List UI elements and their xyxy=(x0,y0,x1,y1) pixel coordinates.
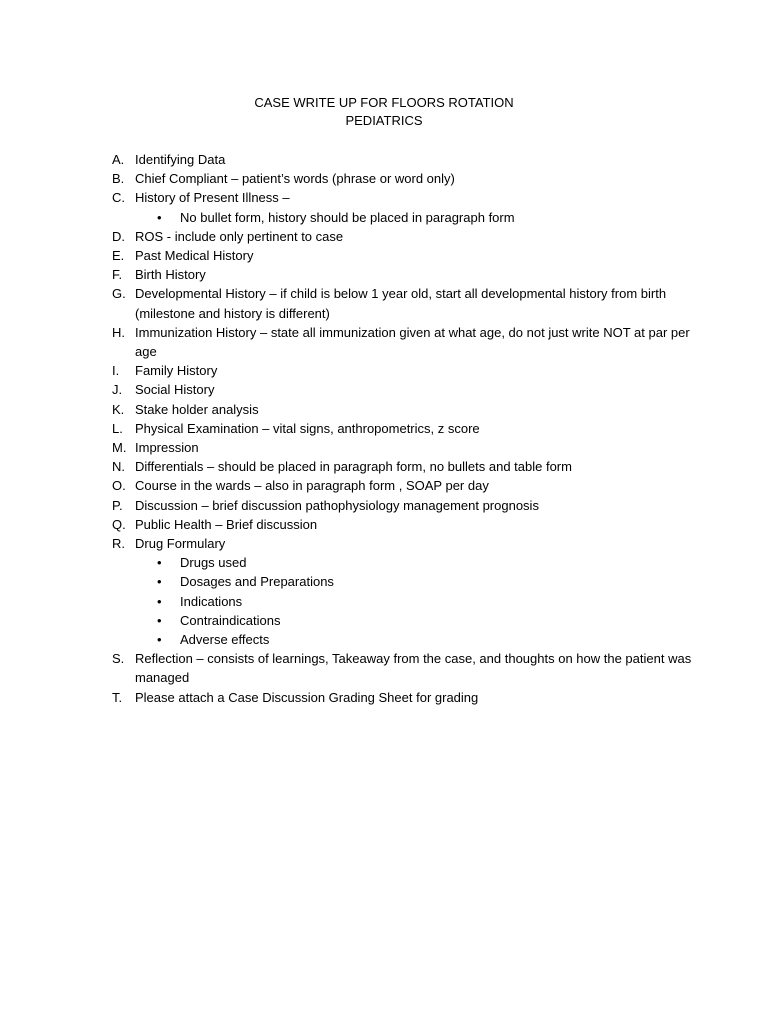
bullet-text: Drugs used xyxy=(180,555,247,571)
list-item-marker: K. xyxy=(112,401,125,417)
list-item-marker: N. xyxy=(112,459,125,475)
bullet-text: Contraindications xyxy=(180,612,281,628)
list-item xyxy=(112,188,692,207)
list-item xyxy=(112,419,692,438)
list-item-text: Developmental History – if child is below 1 year old, start all developmental history from birth (milestone and history is different) xyxy=(135,286,667,321)
list-item xyxy=(112,169,692,188)
bullet-text: No bullet form, history should be placed in paragraph form xyxy=(180,209,515,225)
bullet-dot-icon: • xyxy=(157,632,162,648)
bullet-dot-icon: • xyxy=(157,593,162,609)
list-item-marker: S. xyxy=(112,651,125,667)
bullet-item xyxy=(112,553,692,572)
list-item xyxy=(112,380,692,399)
list-item-marker: C. xyxy=(112,190,125,206)
bullet-dot-icon: • xyxy=(157,555,162,571)
list-item-marker: R. xyxy=(112,536,125,552)
list-item-marker: P. xyxy=(112,497,123,513)
list-item xyxy=(112,400,692,419)
list-item xyxy=(112,534,692,553)
bullet-dot-icon: • xyxy=(157,209,162,225)
document-title: CASE WRITE UP FOR FLOORS ROTATION xyxy=(254,95,514,110)
list-item xyxy=(112,361,692,380)
list-item-text: Public Health – Brief discussion xyxy=(135,516,318,532)
list-item-marker: D. xyxy=(112,228,125,244)
list-item-text: Immunization History – state all immunization given at what age, do not just write NOT at par per age xyxy=(135,324,690,360)
list-item-text: Impression xyxy=(135,440,199,456)
list-item-text: Physical Examination – vital signs, anthropometrics, z score xyxy=(135,420,480,436)
list-item xyxy=(112,688,692,707)
list-item-text: Differentials – should be placed in paragraph form, no bullets and table form xyxy=(135,459,572,475)
bullet-list xyxy=(112,553,692,649)
list-item-text: Past Medical History xyxy=(135,248,254,264)
list-item-marker: T. xyxy=(112,689,123,705)
list-item-marker: B. xyxy=(112,171,125,187)
bullet-dot-icon: • xyxy=(157,612,162,628)
title-block xyxy=(0,94,768,130)
list-item xyxy=(112,515,692,534)
bullet-text: Adverse effects xyxy=(180,632,270,648)
bullet-item xyxy=(112,208,692,227)
list-item-text: Social History xyxy=(135,382,215,398)
list-item-text: ROS - include only pertinent to case xyxy=(135,228,344,244)
list-item xyxy=(112,284,692,322)
bullet-text: Dosages and Preparations xyxy=(180,574,334,590)
list-item-marker: F. xyxy=(112,267,123,283)
list-item-marker: Q. xyxy=(112,516,126,532)
list-item-marker: G. xyxy=(112,286,126,302)
bullet-dot-icon: • xyxy=(157,574,162,590)
list-item-text: Family History xyxy=(135,363,218,379)
list-item-text: Course in the wards – also in paragraph form , SOAP per day xyxy=(135,478,489,494)
list-item-text: Identifying Data xyxy=(135,152,226,167)
list-item xyxy=(112,227,692,246)
outline-list xyxy=(112,150,692,707)
list-item xyxy=(112,150,692,169)
list-item xyxy=(112,246,692,265)
list-item xyxy=(112,323,692,361)
list-item-marker: A. xyxy=(112,152,125,167)
list-item-text: Chief Compliant – patient’s words (phrase or word only) xyxy=(135,171,455,187)
list-item-marker: H. xyxy=(112,324,125,340)
list-item xyxy=(112,457,692,476)
bullet-item xyxy=(112,572,692,591)
list-item-marker: E. xyxy=(112,248,125,264)
list-item-marker: O. xyxy=(112,478,126,494)
list-item-text: Birth History xyxy=(135,267,206,283)
bullet-text: Indications xyxy=(180,593,243,609)
bullet-item xyxy=(112,592,692,611)
list-item-marker: I. xyxy=(112,363,120,379)
list-item xyxy=(112,649,692,687)
bullet-item xyxy=(112,630,692,649)
list-item xyxy=(112,438,692,457)
list-item-text: Drug Formulary xyxy=(135,536,226,552)
list-item-text: Reflection – consists of learnings, Takeaway from the case, and thoughts on how the patient was managed xyxy=(135,651,692,686)
bullet-list xyxy=(112,208,692,227)
list-item-marker: M. xyxy=(112,440,127,456)
list-item-text: Discussion – brief discussion pathophysiology management prognosis xyxy=(135,497,539,513)
list-item-text: History of Present Illness – xyxy=(135,190,290,206)
bullet-item xyxy=(112,611,692,630)
document-subtitle: PEDIATRICS xyxy=(345,113,423,128)
list-item xyxy=(112,265,692,284)
list-item xyxy=(112,496,692,515)
list-item-text: Please attach a Case Discussion Grading Sheet for grading xyxy=(135,689,479,705)
list-item-marker: J. xyxy=(112,382,123,398)
list-item-text: Stake holder analysis xyxy=(135,401,259,417)
list-item-marker: L. xyxy=(112,420,123,436)
list-item xyxy=(112,476,692,495)
